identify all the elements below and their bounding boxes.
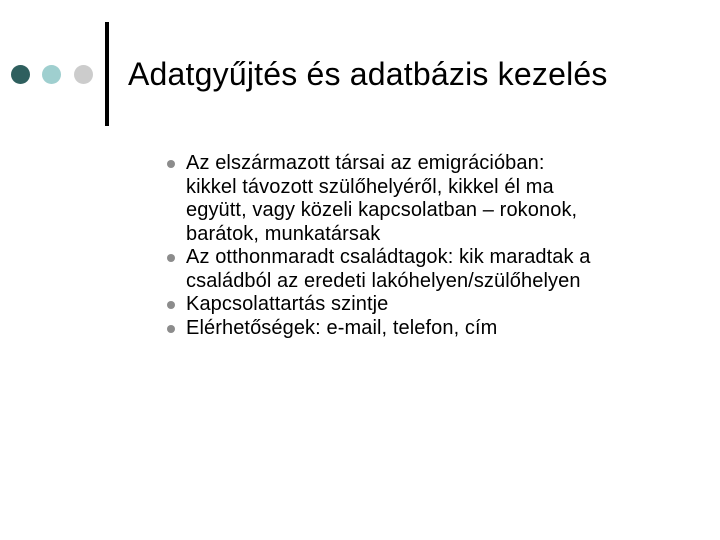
decorative-dot-dark	[11, 65, 30, 84]
bullet-marker-icon	[167, 301, 175, 309]
bullet-item-3	[167, 293, 687, 317]
bullet-text-line: kikkel távozott szülőhelyéről, kikkel él ma	[186, 175, 554, 198]
bullet-text-line: Az elszármazott társai az emigrációban:	[186, 152, 545, 174]
decorative-dot-teal	[42, 65, 61, 84]
bullet-text-line: Kapcsolattartás szintje	[186, 293, 389, 315]
decorative-dot-grey	[74, 65, 93, 84]
bullet-text-line: családból az eredeti lakóhelyen/szülőhelyen	[186, 269, 581, 292]
bullet-list	[167, 152, 687, 340]
bullet-item-4	[167, 317, 687, 341]
slide-title: Adatgyűjtés és adatbázis kezelés	[128, 56, 608, 92]
bullet-item-1	[167, 152, 687, 246]
bullet-text-line: Elérhetőségek: e-mail, telefon, cím	[186, 316, 498, 339]
title-divider-line	[105, 22, 109, 126]
bullet-item-2	[167, 246, 687, 293]
bullet-marker-icon	[167, 325, 175, 333]
bullet-text-line: Az otthonmaradt családtagok: kik maradtak a	[186, 246, 591, 268]
bullet-text-line: együtt, vagy közeli kapcsolatban – rokonok,	[186, 199, 578, 221]
bullet-marker-icon	[167, 254, 175, 262]
bullet-text-line: barátok, munkatársak	[186, 222, 381, 245]
bullet-marker-icon	[167, 160, 175, 168]
